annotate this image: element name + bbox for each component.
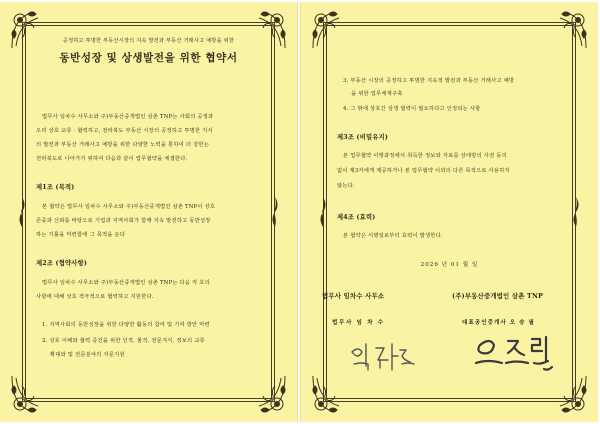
vine-ornament-icon [316,197,330,227]
article-4-line: 본 협약은 서명일로부터 효력이 발생한다. [343,233,443,239]
article-3-heading: 제3조 (비밀유지) [337,134,389,141]
handwritten-signature-2 [474,333,554,375]
article-2-heading: 제2조 (협약사항) [36,260,88,267]
signatory-1-org: 법무사 임차수 사무소 [322,292,385,300]
intro-line: 전라북도로 나아가기 위하여 다음과 같이 업무협약을 체결한다. [36,156,188,162]
signatory-1-name: 법무사 임 차 수 [332,320,385,326]
signing-date: 2026 년 01 월 일 [420,262,479,268]
signatory-2-org: (주)부동산중개법인 삼촌 TNP [452,292,544,300]
article-2-item: 1. 지역사회의 동반성장을 위한 다양한 활동의 참여 및 기여 방안 마련 [42,322,210,328]
article-3-line: 본 업무협약 이행과정에서 취득한 정보와 자료를 상대방의 사전 동의 [343,153,507,159]
intro-line: 의 발전과 부동산 거래사고 예방을 위한 다양한 노력을 통하여 더 강한는 [36,142,210,148]
article-1-heading: 제1조 (목적) [36,184,75,191]
agreement-subtitle: 공정하고 투명한 부동산시장의 지속 발전과 부동산 거래사고 예방을 위한 [62,38,235,44]
left-page [0,2,298,422]
handwritten-signature-1 [346,338,420,374]
article-2-item: 을 위한 업무체계구축 [351,91,403,97]
article-2-item: 확대와 및 전문분야의 자문지원 [50,352,125,358]
article-2-line: 법무사 임차수 사무소와 주)부동산중개법인 삼촌 TNP는 다음 각 호의 [42,280,210,286]
article-1-line: 하는 기틀을 마련함에 그 목적을 둔다 [36,232,126,238]
vine-ornament-icon [569,197,583,227]
article-2-item: 3. 부동산 시장의 공정하고 투명한 지속적 발전과 부동산 거래사고 예방 [343,78,515,84]
vine-ornament-icon [268,197,282,227]
signatory-2-name: 대표공인중개사 오 승 필 [462,320,535,326]
article-2-item: 2. 상호 이해와 협력 증진을 위한 인적, 물적, 전문지식, 정보의 교류 [42,338,205,344]
article-4-heading: 제4조 (효력) [337,214,376,221]
intro-line: 오리 상호 교류 · 협력하고, 전라북도 부동산 시장의 공정하고 투명한 지식 [36,128,213,134]
article-2-item: 4. 그 밖에 상호간 상생 협력이 필요하다고 인정되는 사항 [343,106,481,112]
left-page-content [36,36,261,388]
article-3-line: 않는다. [337,183,355,189]
vine-ornament-icon [15,197,29,227]
intro-line: 법무사 임차수 사무소와 주)부동산중개법인 삼촌 TNP는 사회의 공정과 [42,114,214,120]
article-2-line: 사항에 대해 상호 적극적으로 협력하고 지원한다. [36,294,154,300]
article-3-line: 없이 제3자에게 제공하거나 본 업무협약 이외의 다른 목적으로 사용하지 [337,168,510,174]
agreement-title: 동반성장 및 상생발전을 위한 협약서 [59,52,238,64]
article-1-line: 본 협약은 법무사 임차수 사무소와 주)부동산중개법인 삼촌 TNP이 상호 [42,204,216,210]
article-1-line: 존중과 신뢰를 바탕으로 기업과 지역사회가 함께 지속 발전하고 동반성장 [36,218,211,224]
